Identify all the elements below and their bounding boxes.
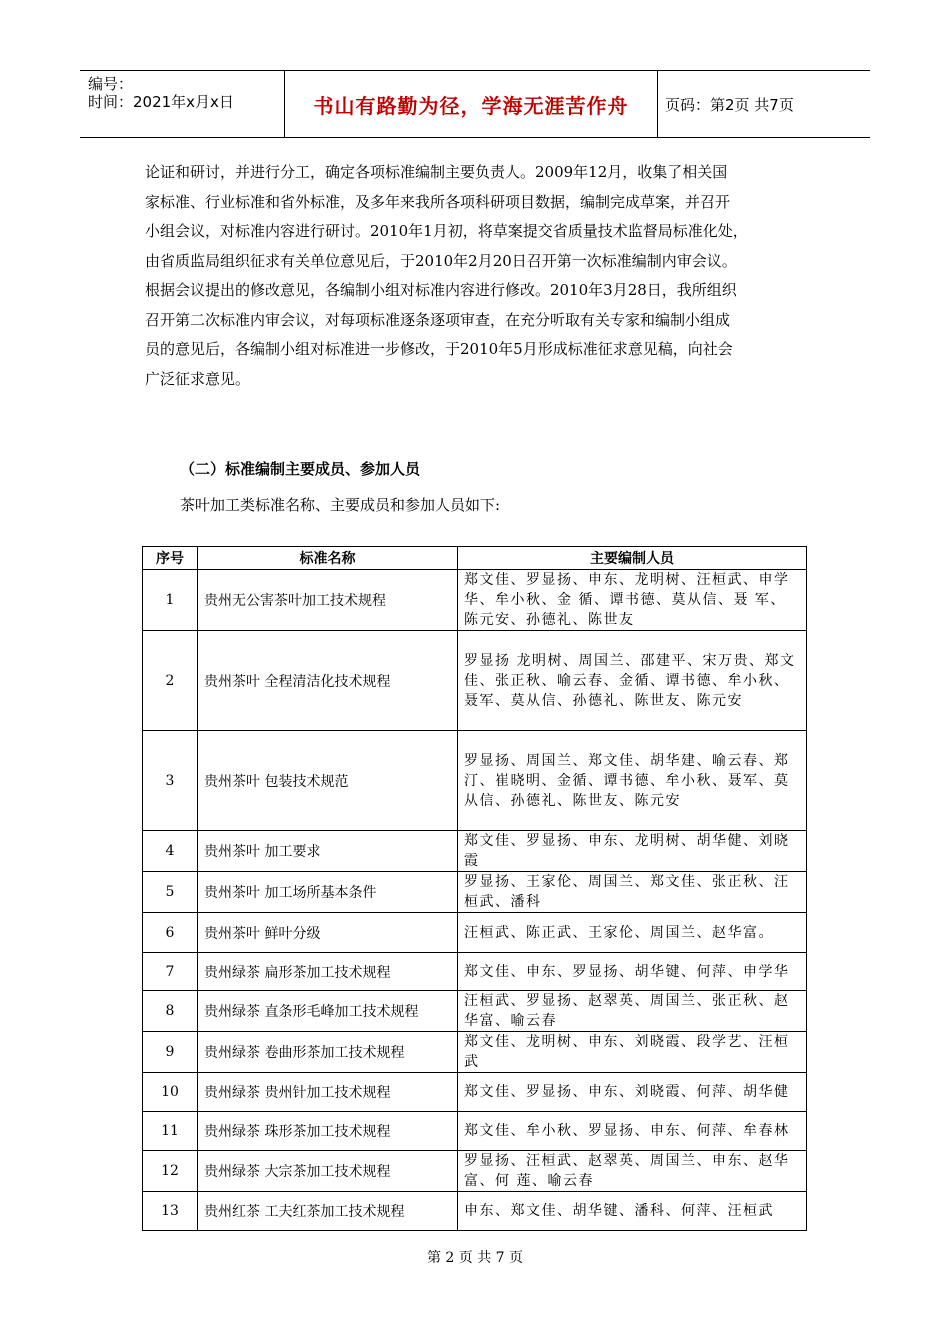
standard-members: 郑文佳、牟小秋、罗显扬、申东、何萍、牟春林: [458, 1112, 807, 1151]
doc-time-label: 时间：2021年x月x日: [88, 93, 234, 111]
standard-name: 贵州绿茶 大宗茶加工技术规程: [198, 1151, 458, 1192]
row-number: 3: [143, 731, 198, 831]
table-row: [143, 570, 807, 631]
row-number: 4: [143, 831, 198, 872]
row-number: 12: [143, 1151, 198, 1192]
standard-members: 郑文佳、龙明树、申东、刘晓霞、段学艺、汪桓武: [458, 1032, 807, 1073]
paragraph-line: 广泛征求意见。: [145, 369, 251, 388]
col-header-members: 主要编制人员: [458, 547, 807, 570]
table-row: [143, 872, 807, 913]
standard-name: 贵州茶叶 加工要求: [198, 831, 458, 872]
paragraph-line: 员的意见后，各编制小组对标准进一步修改，于2010年5月形成标准征求意见稿，向社会: [145, 340, 733, 358]
page-header: [80, 70, 870, 138]
row-number: 8: [143, 991, 198, 1032]
table-row: [143, 1151, 807, 1192]
standard-name: 贵州茶叶 鲜叶分级: [198, 913, 458, 953]
standard-members: 汪桓武、陈正武、王家伦、周国兰、赵华富。: [458, 913, 807, 953]
header-page-info: 页码：第2页 共7页: [665, 95, 794, 114]
table-row: [143, 1032, 807, 1073]
header-motto: [284, 71, 658, 137]
row-number: 6: [143, 913, 198, 953]
row-number: 9: [143, 1032, 198, 1073]
body-paragraph: [145, 158, 815, 394]
row-number: 1: [143, 570, 198, 631]
row-number: 7: [143, 953, 198, 991]
standard-name: 贵州红茶 工夫红茶加工技术规程: [198, 1192, 458, 1231]
table-row: [143, 1112, 807, 1151]
table-row: [143, 1192, 807, 1231]
standards-table: [142, 546, 807, 1231]
header-meta: [80, 71, 284, 137]
section-subheading: （二）标准编制主要成员、参加人员: [180, 460, 421, 478]
standard-name: 贵州绿茶 直条形毛峰加工技术规程: [198, 991, 458, 1032]
standard-members: 罗显扬、王家伦、周国兰、郑文佳、张正秋、汪桓武、潘科: [458, 872, 807, 913]
paragraph-line: 召开第二次标准内审会议，对每项标准逐条逐项审查，在充分听取有关专家和编制小组成: [145, 310, 731, 329]
doc-code-label: 编号：: [88, 75, 134, 93]
standard-members: 郑文佳、罗显扬、申东、刘晓霞、何萍、胡华健: [458, 1073, 807, 1112]
standard-name: 贵州茶叶 全程清洁化技术规程: [198, 631, 458, 731]
motto-text: 书山有路勤为径，学海无涯苦作舟: [313, 93, 629, 118]
standard-name: 贵州茶叶 加工场所基本条件: [198, 872, 458, 913]
page-footer: 第 2 页 共 7 页: [426, 1250, 524, 1266]
table-row: [143, 831, 807, 872]
table-row: [143, 1073, 807, 1112]
table-header-row: [143, 547, 807, 570]
paragraph-line: 家标准、行业标准和省外标准，及多年来我所各项科研项目数据，编制完成草案，并召开: [145, 192, 731, 211]
standard-name: 贵州绿茶 贵州针加工技术规程: [198, 1073, 458, 1112]
standard-members: 罗显扬、汪桓武、赵翠英、周国兰、申东、赵华富、何 莲、喻云春: [458, 1151, 807, 1192]
table-row: [143, 991, 807, 1032]
col-header-name: 标准名称: [198, 547, 458, 570]
standard-members: 罗显扬 龙明树、周国兰、邵建平、宋万贵、郑文佳、张正秋、喻云春、金循、谭书德、牟小秋、聂军、莫从信、孙德礼、陈世友、陈元安: [458, 631, 807, 731]
standard-members: 郑文佳、罗显扬、申东、龙明树、汪桓武、申学华、牟小秋、金 循、谭书德、莫从信、聂 军、陈元安、孙德礼、陈世友: [458, 570, 807, 631]
table-row: [143, 631, 807, 731]
col-header-number: 序号: [143, 547, 198, 570]
standard-members: 汪桓武、罗显扬、赵翠英、周国兰、张正秋、赵华富、喻云春: [458, 991, 807, 1032]
table-intro: 茶叶加工类标准名称、主要成员和参加人员如下:: [180, 496, 501, 514]
standard-members: 申东、郑文佳、胡华键、潘科、何萍、汪桓武: [458, 1192, 807, 1231]
row-number: 5: [143, 872, 198, 913]
standard-members: 郑文佳、罗显扬、申东、龙明树、胡华健、刘晓霞: [458, 831, 807, 872]
row-number: 2: [143, 631, 198, 731]
standard-name: 贵州绿茶 扁形茶加工技术规程: [198, 953, 458, 991]
table-row: [143, 913, 807, 953]
row-number: 13: [143, 1192, 198, 1231]
table-row: [143, 953, 807, 991]
table-row: [143, 731, 807, 831]
standard-name: 贵州无公害茶叶加工技术规程: [198, 570, 458, 631]
standard-members: 郑文佳、申东、罗显扬、胡华键、何萍、申学华: [458, 953, 807, 991]
standard-name: 贵州绿茶 卷曲形茶加工技术规程: [198, 1032, 458, 1073]
paragraph-line: 根据会议提出的修改意见，各编制小组对标准内容进行修改。2010年3月28日，我所组织: [145, 281, 737, 299]
standard-name: 贵州茶叶 包装技术规范: [198, 731, 458, 831]
paragraph-line: 论证和研讨，并进行分工，确定各项标准编制主要负责人。2009年12月，收集了相关国: [145, 163, 728, 181]
standard-members: 罗显扬、周国兰、郑文佳、胡华建、喻云春、郑 汀、崔晓明、金循、谭书德、牟小秋、聂军、莫从信、孙德礼、陈世友、陈元安: [458, 731, 807, 831]
standard-name: 贵州绿茶 珠形茶加工技术规程: [198, 1112, 458, 1151]
row-number: 11: [143, 1112, 198, 1151]
paragraph-line: 小组会议，对标准内容进行研讨。2010年1月初，将草案提交省质量技术监督局标准化处，: [145, 222, 748, 240]
paragraph-line: 由省质监局组织征求有关单位意见后，于2010年2月20日召开第一次标准编制内审会议。: [145, 251, 737, 270]
row-number: 10: [143, 1073, 198, 1112]
